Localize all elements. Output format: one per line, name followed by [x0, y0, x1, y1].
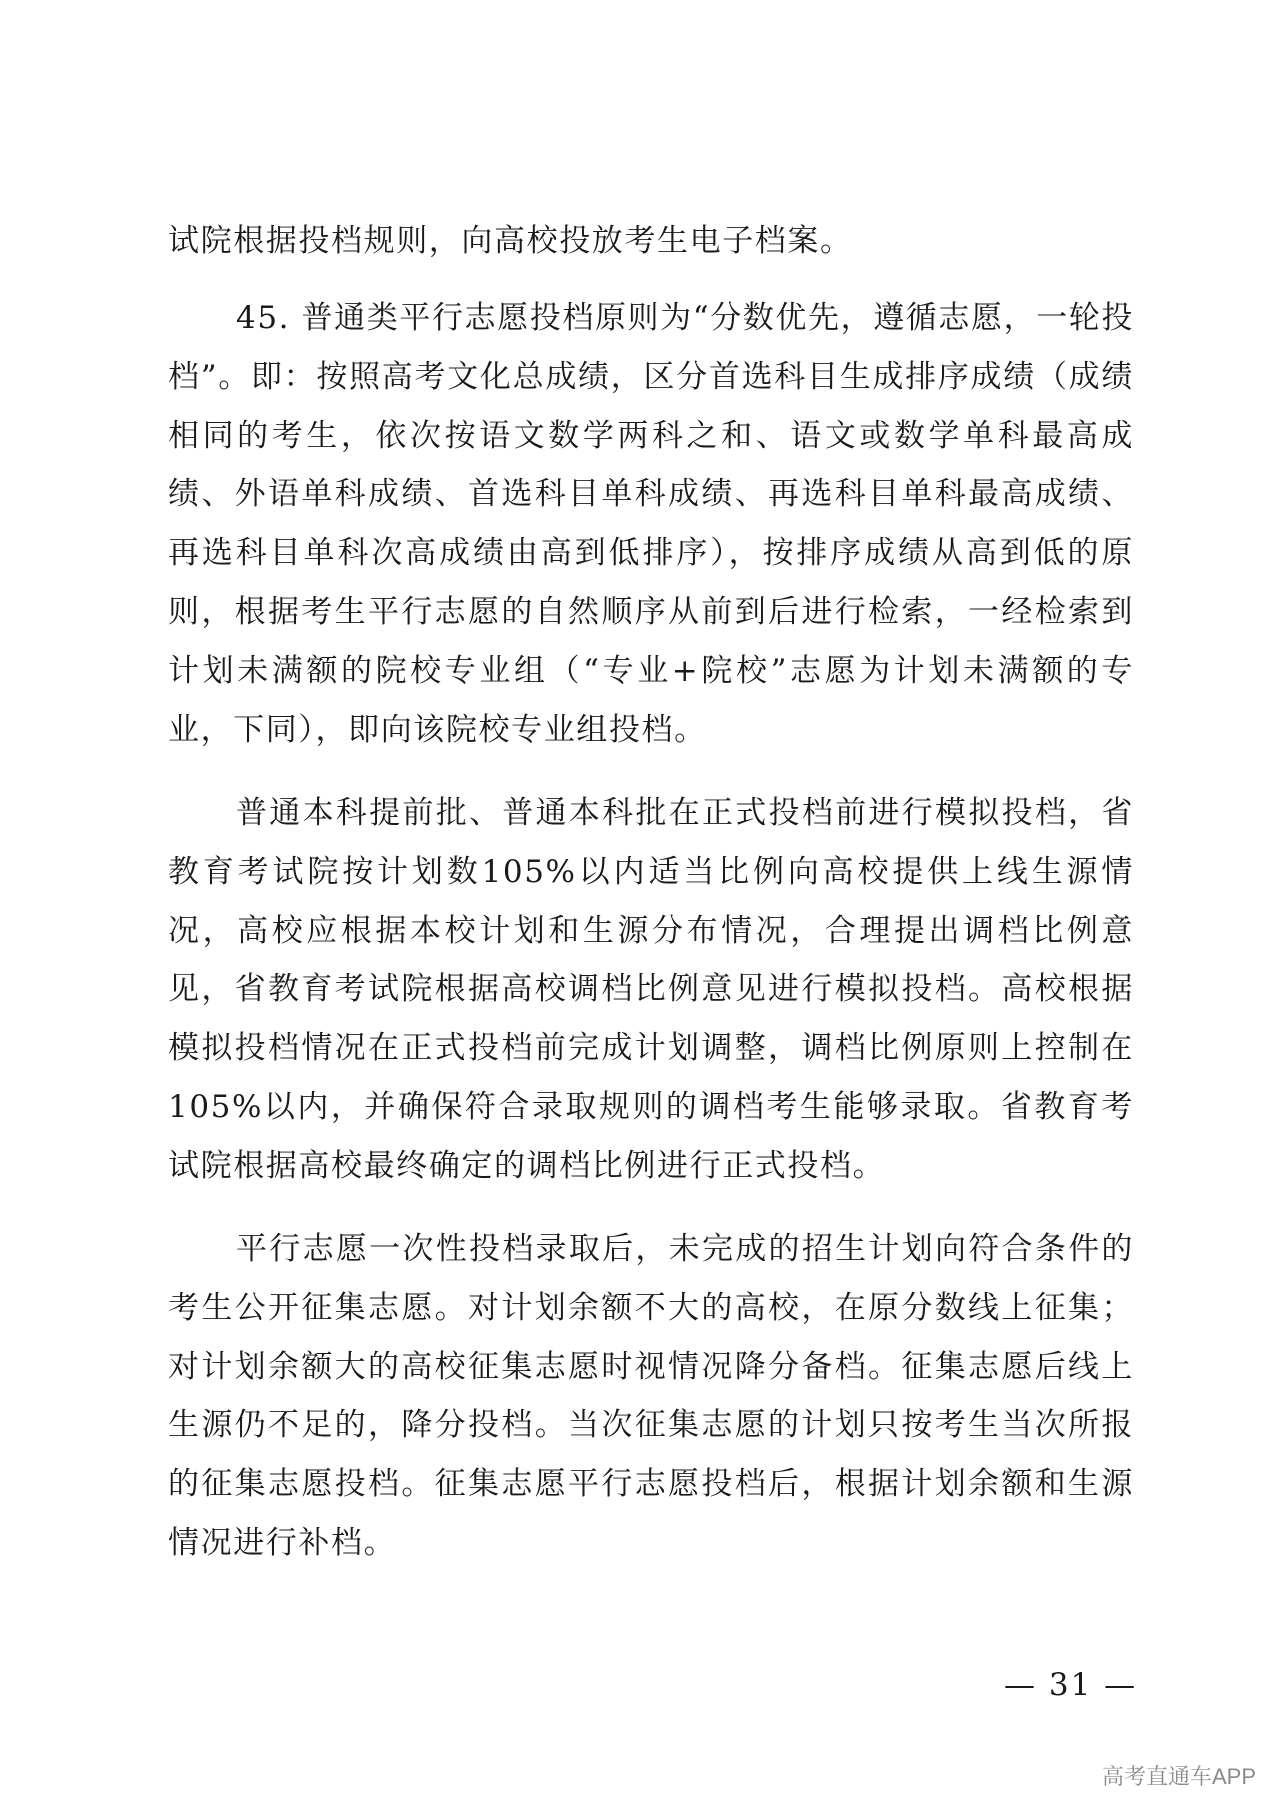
- paragraph-solicitation: 平行志愿一次性投档录取后，未完成的招生计划向符合条件的考生公开征集志愿。对计划余额不大的高校，在原分数线上征集；对计划余额大的高校征集志愿时视情况降分备档。征集志愿后线上生源仍不足的，降分投档。当次征集志愿的计划只按考生当次所报的征集志愿投档。征集志愿平行志愿投档后，根据计划余额和生源情况进行补档。: [168, 1231, 1134, 1561]
- app-watermark: 高考直通车APP: [1101, 1764, 1256, 1789]
- page-number: — 31 —: [1004, 1667, 1138, 1703]
- paragraph-article-45: 45. 普通类平行志愿投档原则为“分数优先，遵循志愿，一轮投档”。即：按照高考文化总成绩，区分首选科目生成排序成绩（成绩相同的考生，依次按语文数学两科之和、语文或数学单科最高成绩、外语单科成绩、首选科目单科成绩、再选科目单科最高成绩、再选科目单科次高成绩由高到低排序），按排序成绩从高到低的原则，根据考生平行志愿的自然顺序从前到后进行检索，一经检索到计划未满额的院校专业组（“专业+院校”志愿为计划未满额的专业，下同），即向该院校专业组投档。: [168, 300, 1134, 748]
- paragraph-continuation: 试院根据投档规则，向高校投放考生电子档案。: [168, 223, 853, 259]
- paragraph-simulated-filing: 普通本科提前批、普通本科批在正式投档前进行模拟投档，省教育考试院按计划数105%以内适当比例向高校提供上线生源情况，高校应根据本校计划和生源分布情况，合理提出调档比例意见，省教育考试院根据高校调档比例意见进行模拟投档。高校根据模拟投档情况在正式投档前完成计划调整，调档比例原则上控制在105%以内，并确保符合录取规则的调档考生能够录取。省教育考试院根据高校最终确定的调档比例进行正式投档。: [168, 795, 1134, 1184]
